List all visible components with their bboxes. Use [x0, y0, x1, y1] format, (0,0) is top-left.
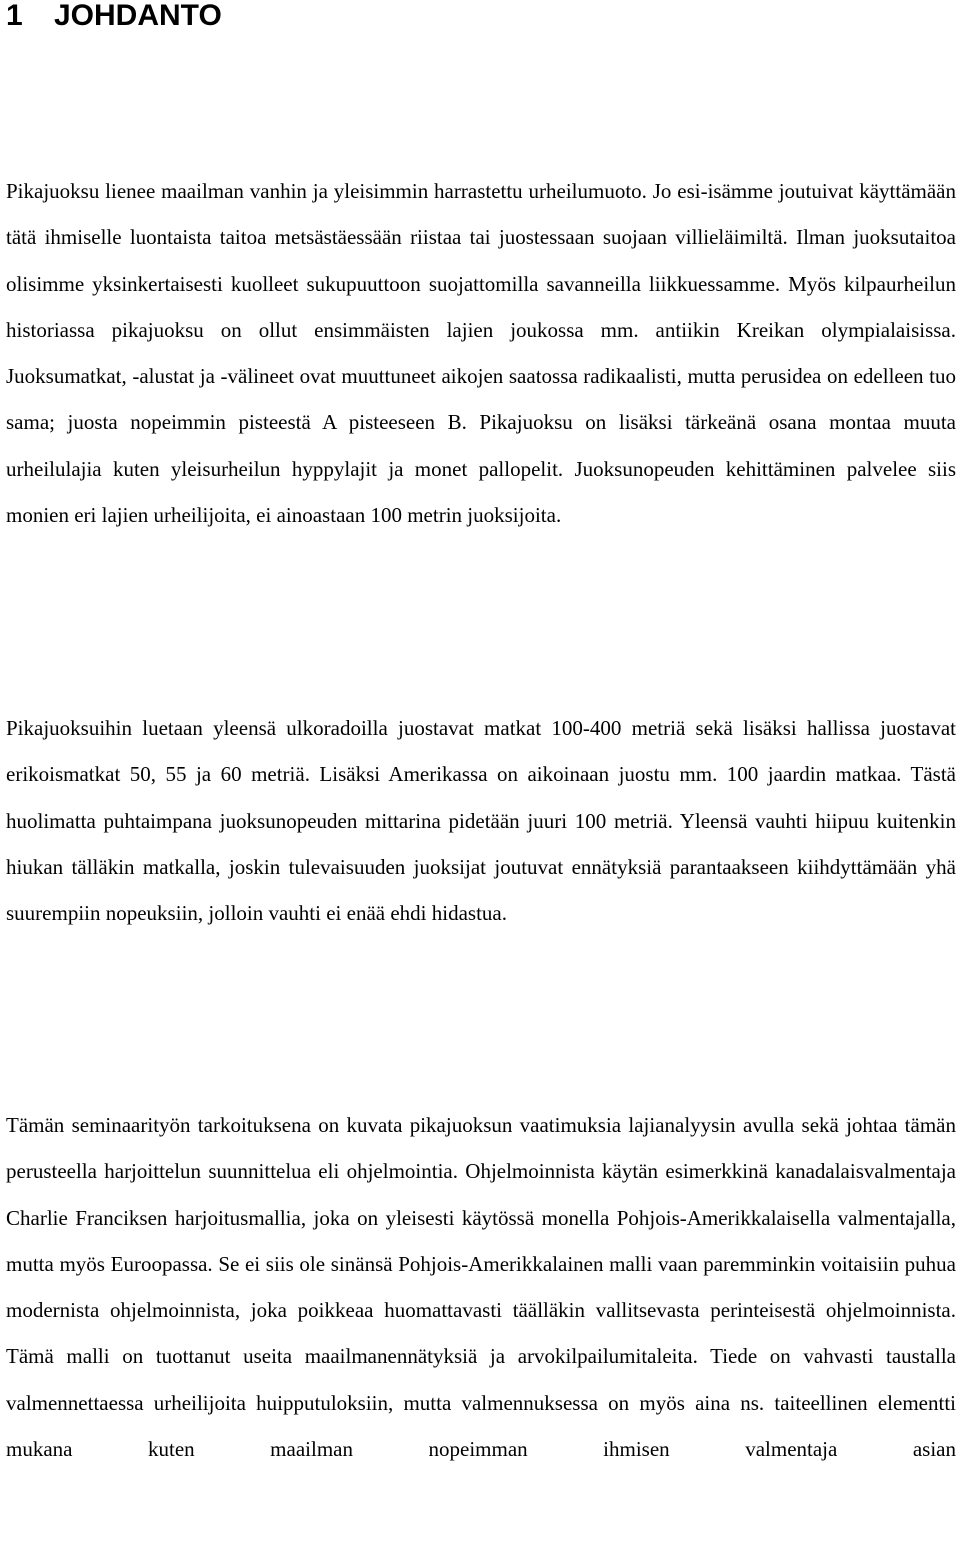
paragraph-seminar-purpose: Tämän seminaarityön tarkoituksena on kuvata pikajuoksun vaatimuksia lajianalyysin avulla sekä johtaa tämän perusteella harjoittelun suunnittelua eli ohjelmointia. Ohjelmoinnista käytän esimerkkinä kanadalaisvalmentaja Charlie Franciksen harjoitusmallia, joka on yleisesti käytössä monella Pohjois-Amerikkalaisella valmentajalla, mutta myös Euroopassa. Se ei siis ole sinänsä Pohjois-Amerikkalainen malli vaan paremminkin voitaisiin puhua modernista ohjelmoinnista, joka poikkeaa huomattavasti täälläkin vallitsevasta perinteisestä ohjelmoinnista. Tämä malli on tuottanut useita maailmanennätyksiä ja arvokilpailumitaleita. Tiede on vahvasti taustalla valmennettaessa urheilijoita huipputuloksiin, mutta valmennuksessa on myös aina ns. taiteellinen elementti mukana kuten maailman nopeimman ihmisen valmentaja asian: [6, 1113, 956, 1462]
chapter-number: 1: [6, 0, 23, 32]
paragraph-intro: Pikajuoksu lienee maailman vanhin ja yleisimmin harrastettu urheilumuoto. Jo esi-isämme joutuivat käyttämään tätä ihmiselle luontaista taitoa metsästäessään riistaa tai juostessaan suojaan villieläimiltä. Ilman juoksutaitoa olisimme yksinkertaisesti kuolleet sukupuuttoon suojattomilla savanneilla liikkuessamme. Myös kilpaurheilun historiassa pikajuoksu on ollut ensimmäisten lajien joukossa mm. antiikin Kreikan olympialaisissa. Juoksumatkat, -alustat ja -välineet ovat muuttuneet aikojen saatossa radikaalisti, mutta perusidea on edelleen tuo sama; juosta nopeimmin pisteestä A pisteeseen B. Pikajuoksu on lisäksi tärkeänä osana montaa muuta urheilulajia kuten yleisurheilun hyppylajit ja monet pallopelit. Juoksunopeuden kehittäminen palvelee siis monien eri lajien urheilijoita, ei ainoastaan 100 metrin juoksijoita.: [6, 179, 956, 528]
paragraph-sprint-distances: Pikajuoksuihin luetaan yleensä ulkoradoilla juostavat matkat 100-400 metriä sekä lisäksi hallissa juostavat erikoismatkat 50, 55 ja 60 metriä. Lisäksi Amerikassa on aikoinaan juostu mm. 100 jaardin matkaa. Tästä huolimatta puhtaimpana juoksunopeuden mittarina pidetään juuri 100 metriä. Yleensä vauhti hiipuu kuitenkin hiukan tälläkin matkalla, joskin tulevaisuuden juoksijat joutuvat ennätyksiä parantaakseen kiihdyttämään yhä suurempiin nopeuksiin, jolloin vauhti ei enää ehdi hidastua.: [6, 716, 956, 926]
chapter-title: JOHDANTO: [54, 0, 222, 32]
chapter-heading: [6, 0, 222, 38]
